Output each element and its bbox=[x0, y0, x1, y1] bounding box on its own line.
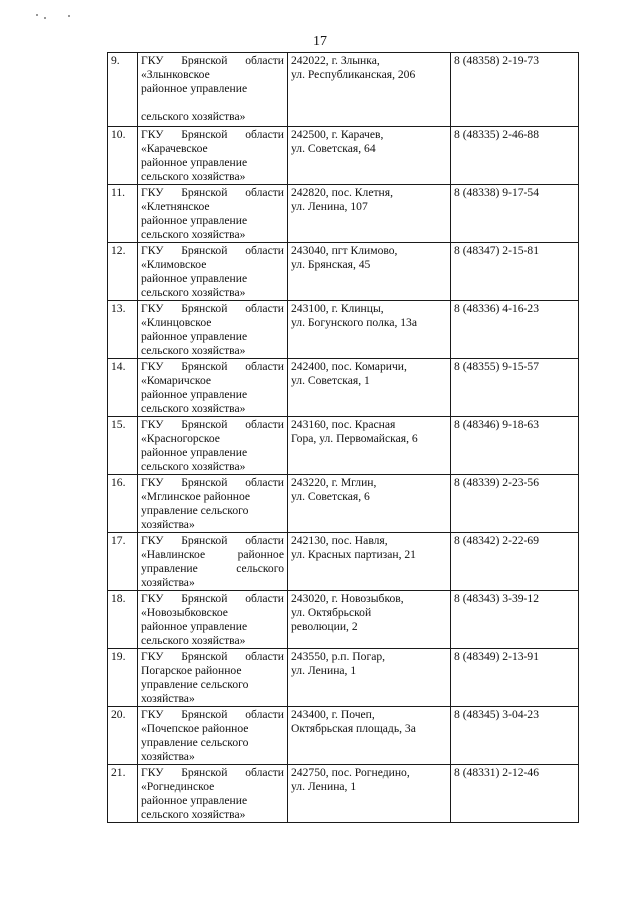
agency-name-line: районное управление bbox=[141, 330, 248, 343]
agency-name-word: области bbox=[245, 766, 284, 779]
address-line: 243040, пгт Климово, bbox=[291, 244, 398, 257]
address-line: ул. Ленина, 1 bbox=[291, 780, 357, 793]
address-cell bbox=[288, 301, 451, 359]
table-row bbox=[108, 533, 579, 591]
agency-name-word: области bbox=[245, 302, 284, 315]
agency-name-line: сельского хозяйства» bbox=[141, 286, 246, 299]
agency-name-word: ГКУ bbox=[141, 534, 164, 547]
agency-name-cell bbox=[138, 533, 288, 591]
agency-name-line: сельского хозяйства» bbox=[141, 170, 246, 183]
address-line: революции, 2 bbox=[291, 620, 358, 633]
agency-name-word: Брянской bbox=[181, 54, 228, 67]
agency-name-line: «Почепское районное bbox=[141, 722, 249, 735]
agency-name-head bbox=[141, 360, 284, 374]
agency-name-line: сельского хозяйства» bbox=[141, 228, 246, 241]
row-number: 15. bbox=[108, 417, 138, 475]
agency-name-line: «Клетнянское bbox=[141, 200, 210, 213]
agency-name-line: районное управление bbox=[141, 272, 248, 285]
agency-name-word: области bbox=[245, 128, 284, 141]
agency-name-word: сельского bbox=[236, 562, 284, 575]
table-row bbox=[108, 127, 579, 185]
agency-name-line: районное управление bbox=[141, 620, 248, 633]
agency-name-head bbox=[141, 418, 284, 432]
address-cell bbox=[288, 417, 451, 475]
address-line: ул. Советская, 6 bbox=[291, 490, 370, 503]
address-cell bbox=[288, 127, 451, 185]
agency-name-line: хозяйства» bbox=[141, 576, 195, 589]
agency-name-word: области bbox=[245, 534, 284, 547]
agency-name-line: районное управление bbox=[141, 446, 248, 459]
agency-name-line: «Карачевское bbox=[141, 142, 208, 155]
page-number: 17 bbox=[313, 34, 327, 49]
agency-name-line: управление сельского bbox=[141, 736, 249, 749]
phone-cell: 8 (48336) 4-16-23 bbox=[451, 301, 579, 359]
address-cell bbox=[288, 591, 451, 649]
agency-name-head bbox=[141, 650, 284, 664]
address-cell bbox=[288, 243, 451, 301]
agency-name-word: области bbox=[245, 650, 284, 663]
agency-name-line: районное управление bbox=[141, 388, 248, 401]
agency-name-line: сельского хозяйства» bbox=[141, 634, 246, 647]
address-line: ул. Брянская, 45 bbox=[291, 258, 371, 271]
agency-name-word: Брянской bbox=[181, 244, 228, 257]
row-number: 21. bbox=[108, 765, 138, 823]
phone-cell: 8 (48339) 2-23-56 bbox=[451, 475, 579, 533]
table-row bbox=[108, 475, 579, 533]
address-line: ул. Советская, 1 bbox=[291, 374, 370, 387]
agency-name-head bbox=[141, 302, 284, 316]
agency-name-word: Брянской bbox=[181, 592, 228, 605]
agency-name-line: «Новозыбковское bbox=[141, 606, 228, 619]
row-number: 12. bbox=[108, 243, 138, 301]
agency-name-word: ГКУ bbox=[141, 302, 164, 315]
agency-name-head bbox=[141, 476, 284, 490]
agency-name-head bbox=[141, 708, 284, 722]
agency-name-line: хозяйства» bbox=[141, 518, 195, 531]
address-cell bbox=[288, 707, 451, 765]
agency-name-word: ГКУ bbox=[141, 54, 164, 67]
address-cell bbox=[288, 765, 451, 823]
agency-name-cell bbox=[138, 765, 288, 823]
phone-cell: 8 (48349) 2-13-91 bbox=[451, 649, 579, 707]
table-row bbox=[108, 243, 579, 301]
agency-name-line: Погарское районное bbox=[141, 664, 242, 677]
agency-name-word: Брянской bbox=[181, 128, 228, 141]
table-row bbox=[108, 649, 579, 707]
agency-name-word: ГКУ bbox=[141, 128, 164, 141]
agency-name-line: управление сельского bbox=[141, 678, 249, 691]
agency-name-cell bbox=[138, 649, 288, 707]
agency-name-word: области bbox=[245, 418, 284, 431]
agency-name-line: «Рогнединское bbox=[141, 780, 215, 793]
agency-name-word: Брянской bbox=[181, 534, 228, 547]
phone-cell: 8 (48346) 9-18-63 bbox=[451, 417, 579, 475]
address-line: 243400, г. Почеп, bbox=[291, 708, 375, 721]
agency-name-word: Брянской bbox=[181, 418, 228, 431]
agency-name-line: сельского хозяйства» bbox=[141, 110, 246, 123]
agency-name-cell bbox=[138, 185, 288, 243]
agency-name-cell bbox=[138, 301, 288, 359]
agency-name-head bbox=[141, 592, 284, 606]
agency-name-word: Брянской bbox=[181, 708, 228, 721]
agency-name-word: Брянской bbox=[181, 650, 228, 663]
agency-name-line: «Клинцовское bbox=[141, 316, 212, 329]
address-cell bbox=[288, 359, 451, 417]
agency-name-line: «Злынковское bbox=[141, 68, 210, 81]
address-line: ул. Республиканская, 206 bbox=[291, 68, 416, 81]
agency-name-line: сельского хозяйства» bbox=[141, 402, 246, 415]
agency-name-line: районное управление bbox=[141, 156, 248, 169]
phone-cell: 8 (48347) 2-15-81 bbox=[451, 243, 579, 301]
agency-name-cell bbox=[138, 359, 288, 417]
row-number: 19. bbox=[108, 649, 138, 707]
agency-name-word: Брянской bbox=[181, 766, 228, 779]
row-number: 11. bbox=[108, 185, 138, 243]
row-number: 10. bbox=[108, 127, 138, 185]
phone-cell: 8 (48331) 2-12-46 bbox=[451, 765, 579, 823]
agency-name-cell bbox=[138, 475, 288, 533]
phone-cell: 8 (48343) 3-39-12 bbox=[451, 591, 579, 649]
address-line: 243100, г. Клинцы, bbox=[291, 302, 384, 315]
address-cell bbox=[288, 53, 451, 127]
agency-name-word: ГКУ bbox=[141, 186, 164, 199]
agency-name-word: области bbox=[245, 54, 284, 67]
agency-name-word: Брянской bbox=[181, 360, 228, 373]
row-number: 9. bbox=[108, 53, 138, 127]
row-number: 13. bbox=[108, 301, 138, 359]
agency-name-head bbox=[141, 766, 284, 780]
agency-name-word: области bbox=[245, 186, 284, 199]
agency-name-word: ГКУ bbox=[141, 418, 164, 431]
address-line: 243550, р.п. Погар, bbox=[291, 650, 386, 663]
agency-name-word: области bbox=[245, 476, 284, 489]
row-number: 17. bbox=[108, 533, 138, 591]
agency-name-head bbox=[141, 128, 284, 142]
address-line: ул. Советская, 64 bbox=[291, 142, 376, 155]
phone-cell: 8 (48335) 2-46-88 bbox=[451, 127, 579, 185]
agency-name-word: области bbox=[245, 360, 284, 373]
agency-name-word: ГКУ bbox=[141, 766, 164, 779]
agency-name-cell bbox=[138, 591, 288, 649]
agency-name-line: сельского хозяйства» bbox=[141, 344, 246, 357]
address-line: 242130, пос. Навля, bbox=[291, 534, 388, 547]
agency-name-line bbox=[141, 548, 284, 562]
agencies-table bbox=[107, 52, 579, 823]
agency-name-word: ГКУ bbox=[141, 244, 164, 257]
address-line: 243160, пос. Красная bbox=[291, 418, 396, 431]
agency-name-head bbox=[141, 244, 284, 258]
agency-name-word: ГКУ bbox=[141, 360, 164, 373]
agency-name-line: сельского хозяйства» bbox=[141, 460, 246, 473]
agency-name-head bbox=[141, 54, 284, 68]
agency-name-word: ГКУ bbox=[141, 708, 164, 721]
address-cell bbox=[288, 475, 451, 533]
address-line: ул. Красных партизан, 21 bbox=[291, 548, 416, 561]
table-body bbox=[108, 53, 579, 823]
phone-cell: 8 (48358) 2-19-73 bbox=[451, 53, 579, 127]
address-line: 242750, пос. Рогнедино, bbox=[291, 766, 410, 779]
address-line: ул. Ленина, 1 bbox=[291, 664, 357, 677]
address-cell bbox=[288, 533, 451, 591]
agency-name-line: «Красногорское bbox=[141, 432, 220, 445]
agency-name-word: области bbox=[245, 244, 284, 257]
agency-name-word: Брянской bbox=[181, 186, 228, 199]
address-line: 243020, г. Новозыбков, bbox=[291, 592, 404, 605]
agency-name-cell bbox=[138, 417, 288, 475]
address-line: ул. Богунского полка, 13а bbox=[291, 316, 418, 329]
agency-name-line: «Климовское bbox=[141, 258, 207, 271]
scan-speck bbox=[44, 17, 46, 19]
row-number: 14. bbox=[108, 359, 138, 417]
agency-name-word: районное bbox=[237, 548, 284, 561]
agency-name-line: управление сельского bbox=[141, 504, 249, 517]
phone-cell: 8 (48338) 9-17-54 bbox=[451, 185, 579, 243]
phone-cell: 8 (48342) 2-22-69 bbox=[451, 533, 579, 591]
agency-name-line: «Комаричское bbox=[141, 374, 212, 387]
agency-name-cell bbox=[138, 243, 288, 301]
address-line: 242400, пос. Комаричи, bbox=[291, 360, 407, 373]
row-number: 20. bbox=[108, 707, 138, 765]
agency-name-word: Брянской bbox=[181, 302, 228, 315]
scan-speck bbox=[68, 15, 70, 17]
table-row bbox=[108, 53, 579, 127]
address-line: 242500, г. Карачев, bbox=[291, 128, 384, 141]
row-number: 16. bbox=[108, 475, 138, 533]
address-cell bbox=[288, 649, 451, 707]
agency-name-line: районное управление bbox=[141, 82, 248, 95]
agency-name-line: сельского хозяйства» bbox=[141, 808, 246, 821]
agency-name-word: области bbox=[245, 708, 284, 721]
agency-name-cell bbox=[138, 127, 288, 185]
agency-name-cell bbox=[138, 53, 288, 127]
address-line: Гора, ул. Первомайская, 6 bbox=[291, 432, 418, 445]
table-row bbox=[108, 591, 579, 649]
agency-name-word: Брянской bbox=[181, 476, 228, 489]
scan-speck bbox=[36, 14, 38, 16]
agency-name-word: ГКУ bbox=[141, 476, 164, 489]
address-line: 242820, пос. Клетня, bbox=[291, 186, 393, 199]
row-number: 18. bbox=[108, 591, 138, 649]
phone-cell: 8 (48345) 3-04-23 bbox=[451, 707, 579, 765]
agency-name-head bbox=[141, 534, 284, 548]
address-cell bbox=[288, 185, 451, 243]
address-line: 242022, г. Злынка, bbox=[291, 54, 380, 67]
table-row bbox=[108, 301, 579, 359]
agency-name-line bbox=[141, 562, 284, 576]
address-line: ул. Октябрьской bbox=[291, 606, 372, 619]
address-line: Октябрьская площадь, 3а bbox=[291, 722, 416, 735]
agency-name-line: «Мглинское районное bbox=[141, 490, 251, 503]
agency-name-word: «Навлинское bbox=[141, 548, 206, 561]
agency-name-line: районное управление bbox=[141, 794, 248, 807]
agency-name-line: районное управление bbox=[141, 214, 248, 227]
agency-name-line: хозяйства» bbox=[141, 692, 195, 705]
address-line: ул. Ленина, 107 bbox=[291, 200, 368, 213]
agency-name-word: ГКУ bbox=[141, 650, 164, 663]
table-row bbox=[108, 417, 579, 475]
address-line: 243220, г. Мглин, bbox=[291, 476, 377, 489]
table-row bbox=[108, 359, 579, 417]
table-row bbox=[108, 707, 579, 765]
phone-cell: 8 (48355) 9-15-57 bbox=[451, 359, 579, 417]
agency-name-word: области bbox=[245, 592, 284, 605]
agency-name-line: хозяйства» bbox=[141, 750, 195, 763]
agency-name-word: ГКУ bbox=[141, 592, 164, 605]
agency-name-word: управление bbox=[141, 562, 198, 575]
table-row bbox=[108, 765, 579, 823]
agency-name-head bbox=[141, 186, 284, 200]
table-row bbox=[108, 185, 579, 243]
agency-name-cell bbox=[138, 707, 288, 765]
